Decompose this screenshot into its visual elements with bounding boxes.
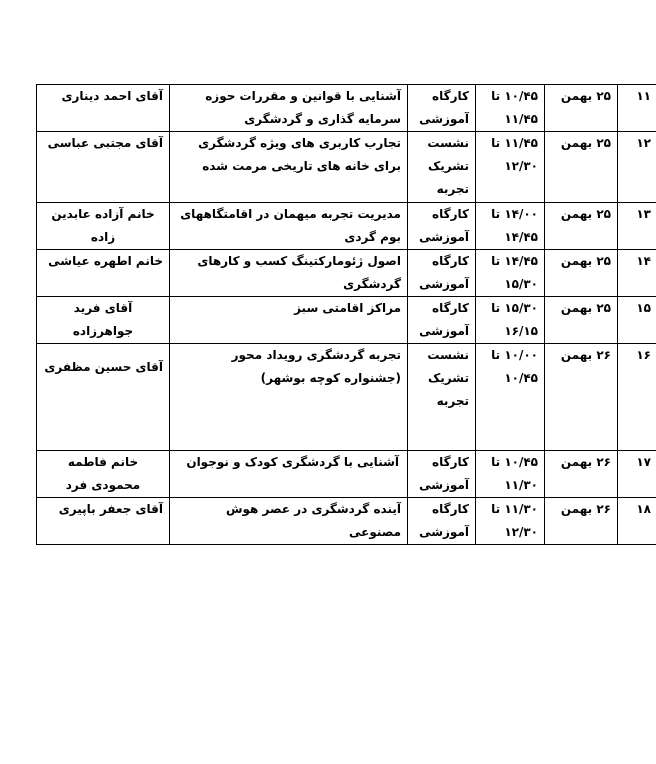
session-time: ۱۱/۴۵ تا ۱۲/۳۰ [476,132,545,203]
session-number: ۱۳ [618,203,656,250]
session-speaker: آقای جعفر باپیری [37,498,170,545]
session-number: ۱۲ [618,132,656,203]
session-speaker: خانم آزاده عابدین زاده [37,203,170,250]
table-row [37,297,656,344]
session-type: کارگاه آموزشی [408,203,476,250]
schedule-table [36,84,656,545]
session-title: تجارب کاربری های ویژه گردشگری برای خانه های تاریخی مرمت شده [170,132,408,203]
session-time: ۱۰/۰۰ تا ۱۰/۴۵ [476,344,545,451]
session-title: مراکز اقامتی سبز [170,297,408,344]
session-number: ۱۶ [618,344,656,451]
session-date: ۲۶ بهمن [545,498,618,545]
session-speaker: خانم اطهره عیاشی [37,250,170,297]
session-speaker: خانم فاطمه محمودی فرد [37,451,170,498]
session-title: تجربه گردشگری رویداد محور (جشنواره کوچه بوشهر) [170,344,408,451]
session-date: ۲۵ بهمن [545,203,618,250]
session-type: نشست تشریک تجربه [408,344,476,451]
session-date: ۲۶ بهمن [545,344,618,451]
session-type: کارگاه آموزشی [408,250,476,297]
session-title: مدیریت تجربه میهمان در اقامتگاههای بوم گردی [170,203,408,250]
session-number: ۱۱ [618,85,656,132]
session-title: آینده گردشگری در عصر هوش مصنوعی [170,498,408,545]
session-date: ۲۵ بهمن [545,297,618,344]
session-type: کارگاه آموزشی [408,297,476,344]
table-row [37,451,656,498]
session-speaker: آقای مجتبی عباسی [37,132,170,203]
table-row [37,250,656,297]
session-speaker: آقای فرید جواهرزاده [37,297,170,344]
table-row [37,203,656,250]
session-speaker: آقای حسین مظفری [37,344,170,451]
session-date: ۲۵ بهمن [545,250,618,297]
session-time: ۱۰/۴۵ تا ۱۱/۴۵ [476,85,545,132]
session-type: کارگاه آموزشی [408,85,476,132]
session-title: آشنایی با گردشگری کودک و نوجوان [170,451,408,498]
table-row [37,85,656,132]
session-number: ۱۴ [618,250,656,297]
session-type: نشست تشریک تجربه [408,132,476,203]
session-time: ۱۰/۴۵ تا ۱۱/۳۰ [476,451,545,498]
session-speaker: آقای احمد دیناری [37,85,170,132]
table-row [37,344,656,451]
table-row [37,132,656,203]
session-number: ۱۵ [618,297,656,344]
session-number: ۱۸ [618,498,656,545]
session-title: اصول ژئومارکتینگ کسب و کارهای گردشگری [170,250,408,297]
session-type: کارگاه آموزشی [408,451,476,498]
table-row [37,498,656,545]
session-type: کارگاه آموزشی [408,498,476,545]
session-time: ۱۵/۳۰ تا ۱۶/۱۵ [476,297,545,344]
session-date: ۲۵ بهمن [545,132,618,203]
session-date: ۲۵ بهمن [545,85,618,132]
session-time: ۱۴/۰۰ تا ۱۴/۴۵ [476,203,545,250]
session-number: ۱۷ [618,451,656,498]
session-time: ۱۱/۳۰ تا ۱۲/۳۰ [476,498,545,545]
session-title: آشنایی با قوانین و مقررات حوزه سرمایه گذاری و گردشگری [170,85,408,132]
session-date: ۲۶ بهمن [545,451,618,498]
session-time: ۱۴/۴۵ تا ۱۵/۳۰ [476,250,545,297]
